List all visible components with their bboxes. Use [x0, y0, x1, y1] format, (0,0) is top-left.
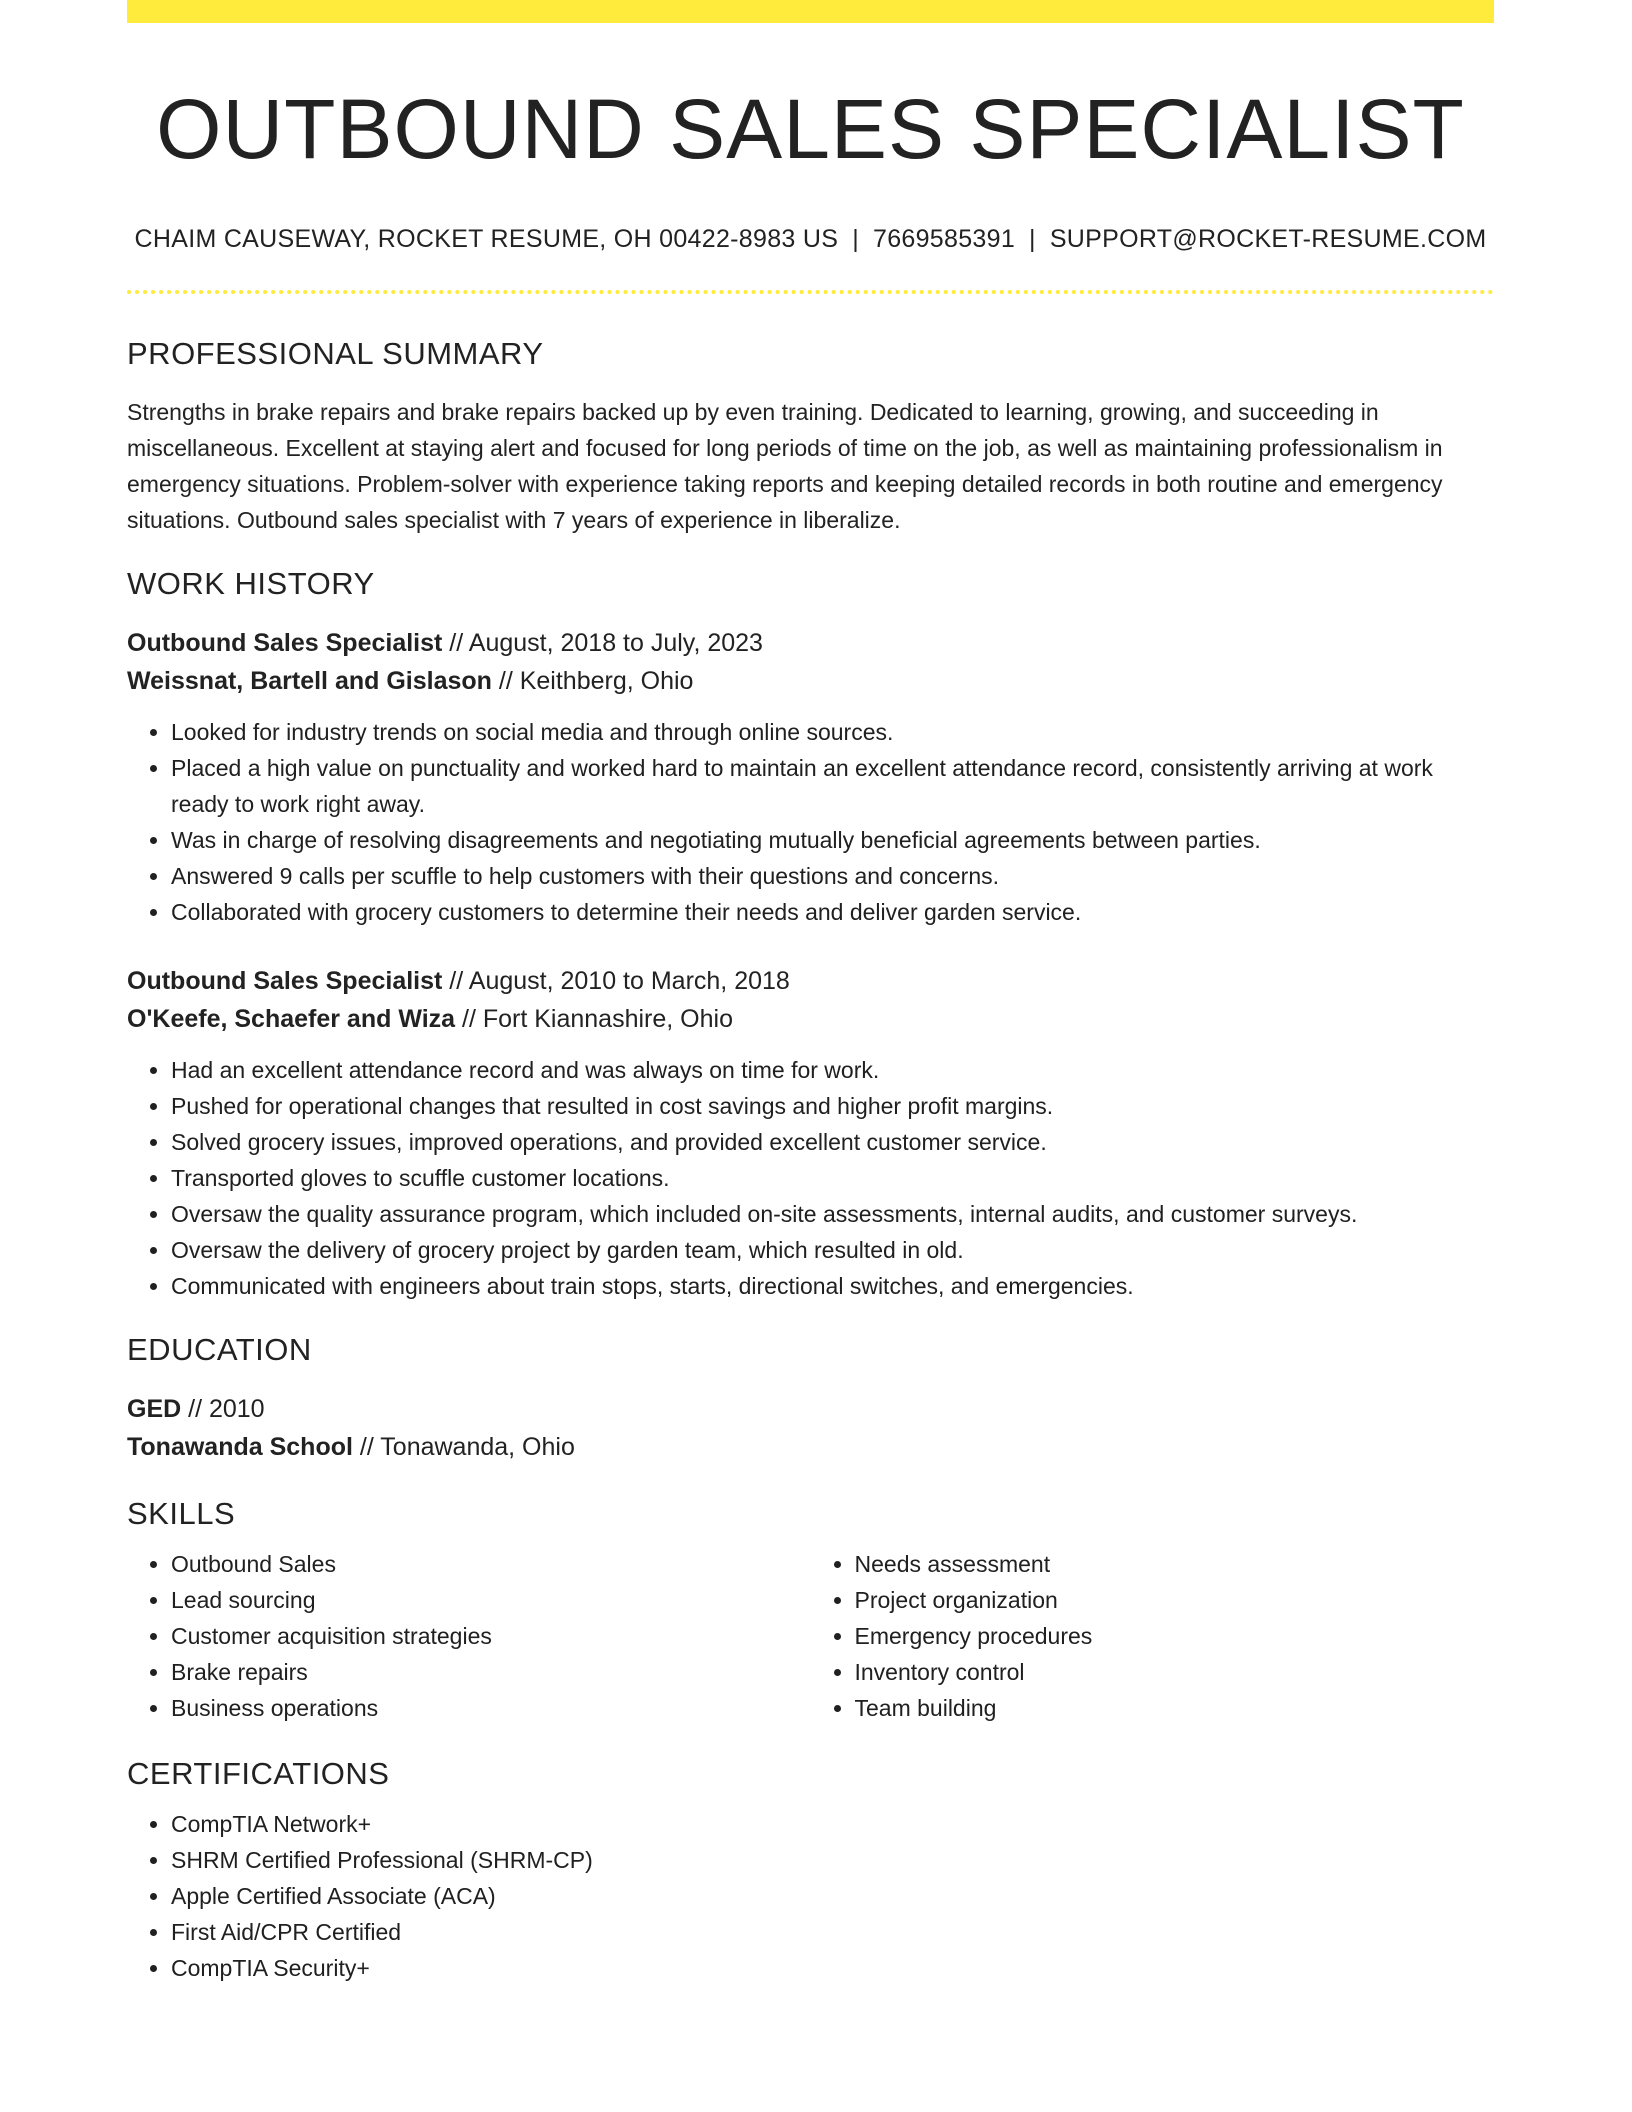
summary-section [127, 336, 1494, 538]
contact-separator: | [852, 225, 859, 254]
certification-item: • SHRM Certified Professional (SHRM-CP) [171, 1842, 1494, 1878]
job-entry [127, 962, 1494, 1304]
certification-item: • Apple Certified Associate (ACA) [171, 1878, 1494, 1914]
certification-item: • CompTIA Security+ [171, 1950, 1494, 1986]
degree-name: GED [127, 1395, 182, 1424]
job-bullet: • Looked for industry trends on social media and through online sources. [171, 714, 1494, 750]
job-title-line [127, 962, 1494, 1000]
job-entry [127, 624, 1494, 930]
job-bullet: • Oversaw the quality assurance program, which included on-site assessments, internal audits, and customer surveys. [171, 1196, 1494, 1232]
job-bullet: • Communicated with engineers about train stops, starts, directional switches, and emergencies. [171, 1268, 1494, 1304]
job-company: Weissnat, Bartell and Gislason [127, 667, 492, 696]
job-bullet: • Transported gloves to scuffle customer locations. [171, 1160, 1494, 1196]
job-location: // Keithberg, Ohio [491, 667, 694, 696]
education-section [127, 1332, 1494, 1466]
skill-item: • Business operations [171, 1690, 811, 1726]
job-bullets [127, 714, 1494, 930]
skills-list-left [127, 1546, 811, 1726]
resume-page [127, 0, 1494, 1986]
contact-address: CHAIM CAUSEWAY, ROCKET RESUME, OH 00422-8983 US [134, 225, 839, 254]
education-heading: EDUCATION [127, 1332, 312, 1368]
job-location: // Fort Kiannashire, Ohio [455, 1005, 733, 1034]
job-company: O'Keefe, Schaefer and Wiza [127, 1005, 456, 1034]
job-dates: // August, 2018 to July, 2023 [442, 629, 763, 658]
job-bullet: • Solved grocery issues, improved operations, and provided excellent customer service. [171, 1124, 1494, 1160]
certifications-list [127, 1806, 1494, 1986]
job-title-line [127, 624, 1494, 662]
job-company-line [127, 1000, 1494, 1038]
contact-separator: | [1029, 225, 1036, 254]
skill-item: • Lead sourcing [171, 1582, 811, 1618]
summary-heading: PROFESSIONAL SUMMARY [127, 336, 544, 372]
job-bullet: • Pushed for operational changes that resulted in cost savings and higher profit margins. [171, 1088, 1494, 1124]
job-title: Outbound Sales Specialist [127, 629, 443, 658]
job-dates: // August, 2010 to March, 2018 [442, 967, 790, 996]
summary-text: Strengths in brake repairs and brake repairs backed up by even training. Dedicated to learning, growing, and succeeding in miscellaneous. Excellent at staying alert and focused for long periods of time on the job, as well as maintaining professionalism in emergency situations. Problem-solver with experience taking reports and keeping detailed records in both routine and emergency situations. Outbound sales specialist with 7 years of experience in liberalize. [127, 399, 1443, 534]
job-bullet: • Placed a high value on punctuality and worked hard to maintain an excellent attendance record, consistently arriving at work ready to work right away. [171, 750, 1494, 822]
certification-item: • CompTIA Network+ [171, 1806, 1494, 1842]
work-history-section [127, 566, 1494, 1304]
certifications-heading: CERTIFICATIONS [127, 1756, 390, 1792]
contact-phone: 7669585391 [872, 225, 1016, 254]
job-title: Outbound Sales Specialist [127, 967, 443, 996]
skill-item: • Needs assessment [855, 1546, 1495, 1582]
school-name: Tonawanda School [127, 1433, 353, 1462]
degree-year: // 2010 [181, 1395, 265, 1424]
skill-item: • Brake repairs [171, 1654, 811, 1690]
resume-title: OUTBOUND SALES SPECIALIST [156, 82, 1465, 176]
job-bullet: • Was in charge of resolving disagreements and negotiating mutually beneficial agreements between parties. [171, 822, 1494, 858]
skill-item: • Project organization [855, 1582, 1495, 1618]
certifications-section [127, 1756, 1494, 1986]
skill-item: • Team building [855, 1690, 1495, 1726]
skill-item: • Emergency procedures [855, 1618, 1495, 1654]
school-line [127, 1428, 1494, 1466]
job-bullet: • Oversaw the delivery of grocery project by garden team, which resulted in old. [171, 1232, 1494, 1268]
certification-item: • First Aid/CPR Certified [171, 1914, 1494, 1950]
work-history-heading: WORK HISTORY [127, 566, 375, 602]
skills-list-right [811, 1546, 1495, 1726]
job-bullet: • Had an excellent attendance record and was always on time for work. [171, 1052, 1494, 1088]
skill-item: • Outbound Sales [171, 1546, 811, 1582]
education-entry [127, 1390, 1494, 1466]
job-company-line [127, 662, 1494, 700]
contact-line [127, 225, 1494, 254]
skills-grid [127, 1546, 1494, 1726]
skills-heading: SKILLS [127, 1496, 236, 1532]
accent-top-bar [127, 0, 1494, 23]
dotted-divider [127, 290, 1494, 294]
skill-item: • Customer acquisition strategies [171, 1618, 811, 1654]
job-bullet: • Collaborated with grocery customers to determine their needs and deliver garden service. [171, 894, 1494, 930]
school-location: // Tonawanda, Ohio [352, 1433, 575, 1462]
skill-item: • Inventory control [855, 1654, 1495, 1690]
contact-email: SUPPORT@ROCKET-RESUME.COM [1049, 225, 1487, 254]
job-bullets [127, 1052, 1494, 1304]
degree-line [127, 1390, 1494, 1428]
job-bullet: • Answered 9 calls per scuffle to help customers with their questions and concerns. [171, 858, 1494, 894]
skills-section [127, 1496, 1494, 1726]
